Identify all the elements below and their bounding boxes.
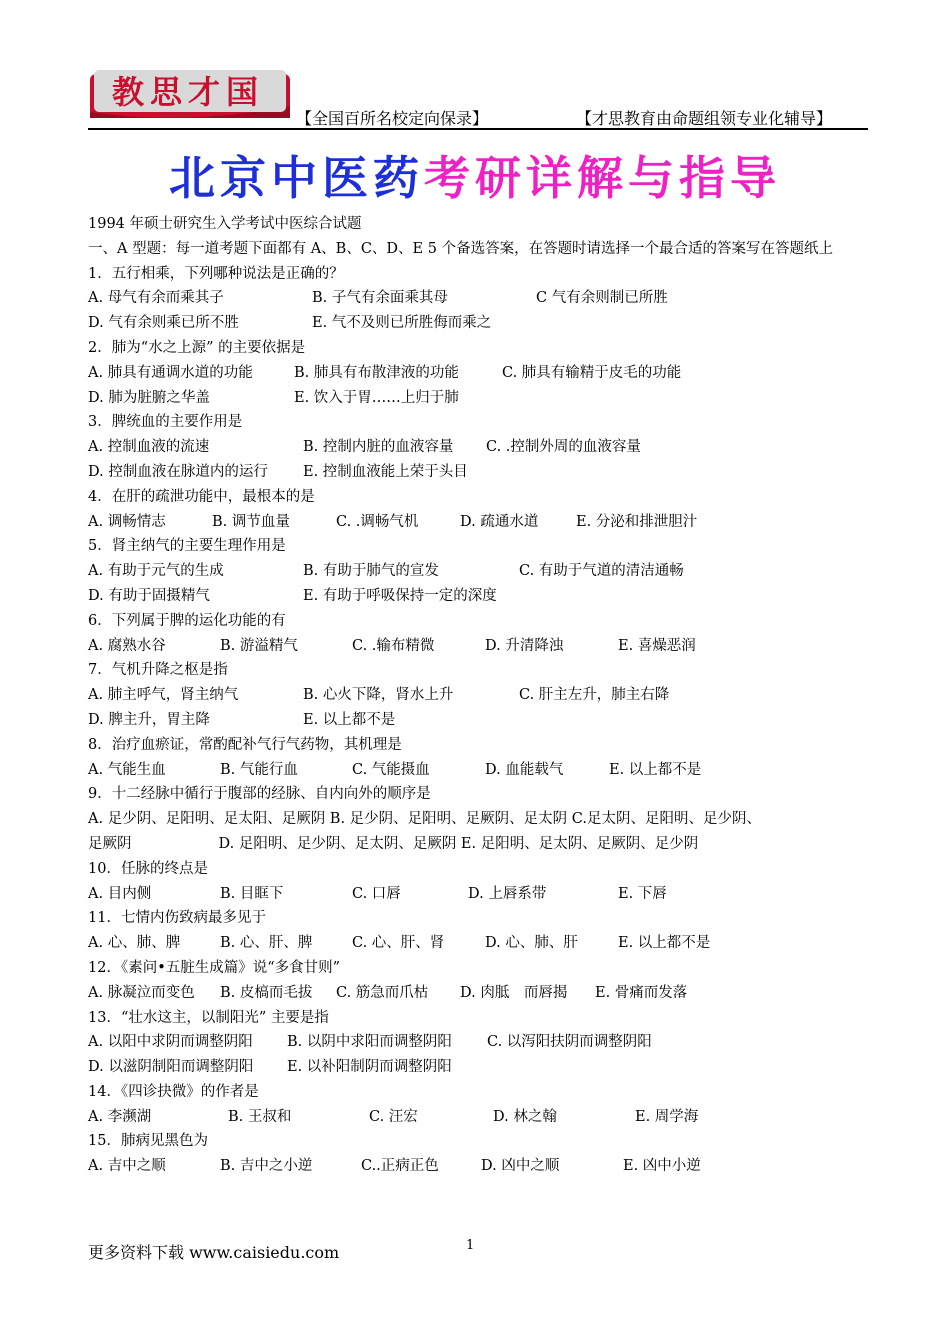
question-10: 10．任脉的终点是 (88, 860, 208, 877)
option: C. .调畅气机 (336, 513, 419, 530)
option: E. 以补阳制阴而调整阴阳 (287, 1059, 452, 1076)
question-10-options (88, 882, 868, 907)
option: B. 子气有余面乘其母 (312, 290, 448, 307)
option: A. 调畅情志 (88, 513, 166, 530)
question-13: 13．“壮水这主，以制阳光” 主要是指 (88, 1009, 329, 1026)
question-9: 9．十二经脉中循行于腹部的经脉、自内向外的顺序是 (88, 786, 431, 803)
download-link[interactable]: 更多资料下载 www.caisiedu.com (88, 1243, 340, 1262)
question-7-options (88, 708, 868, 733)
question-13-options (88, 1055, 868, 1080)
option: B. 皮槁而毛拔 (220, 984, 313, 1001)
option: C. 心、肝、肾 (352, 935, 445, 952)
option: B. 心火下降，肾水上升 (303, 687, 454, 704)
option: B. 目眶下 (220, 885, 284, 902)
option: C. 有助于气道的清洁通畅 (519, 563, 684, 580)
option: C. .控制外周的血液容量 (486, 439, 641, 456)
question-1-options (88, 286, 868, 311)
option: A. 脉凝泣而变色 (88, 984, 195, 1001)
option: C. 气能摄血 (352, 761, 430, 778)
question-5: 5．肾主纳气的主要生理作用是 (88, 538, 286, 555)
header-divider (88, 128, 868, 130)
option: E. 周学海 (635, 1108, 699, 1125)
option: B. 心、肝、脾 (220, 935, 313, 952)
title-part-blue: 北京中医药 (169, 151, 424, 205)
question-12: 12．《素问•五脏生成篇》说“多食甘则” (88, 959, 341, 976)
option: D. 凶中之顺 (481, 1158, 560, 1175)
question-7: 7．气机升降之枢是指 (88, 662, 228, 679)
question-6: 6．下列属于脾的运化功能的有 (88, 612, 286, 629)
option: A. 目内侧 (88, 885, 152, 902)
option: D. 以滋阴制阳而调整阴阳 (88, 1059, 254, 1076)
svg-text:教思才国: 教思才国 (111, 73, 265, 111)
option: D. 肺为脏腑之华盖 (88, 389, 210, 406)
logo (88, 66, 293, 122)
option: D. 肉胝 而唇揭 (460, 984, 568, 1001)
option: C. 筋急而爪枯 (336, 984, 429, 1001)
question-6-options (88, 634, 868, 659)
option: B. 调节血量 (212, 513, 290, 530)
question-9-options-line2: 足厥阴 D. 足阳明、足少阴、足太阴、足厥阴 E. 足阳明、足太阴、足厥阴、足少阴 (88, 835, 699, 852)
option: A. 气能生血 (88, 761, 166, 778)
option: C. 以泻阳扶阴而调整阴阳 (487, 1034, 652, 1051)
option: C. 口唇 (352, 885, 401, 902)
question-4-options (88, 510, 868, 535)
question-2-options (88, 361, 868, 386)
option: C. .输布精微 (352, 637, 435, 654)
option: D. 林之翰 (493, 1108, 557, 1125)
exam-content (88, 212, 868, 1179)
option: E. 饮入于胃……上归于肺 (294, 389, 459, 406)
question-4: 4．在肝的疏泄功能中，最根本的是 (88, 488, 315, 505)
question-15: 15．肺病见黑色为 (88, 1133, 208, 1150)
option: E. 控制血液能上荣于头目 (303, 463, 468, 480)
question-3-options (88, 435, 868, 460)
option: D. 有助于固摄精气 (88, 587, 210, 604)
option: D. 疏通水道 (460, 513, 539, 530)
question-3: 3．脾统血的主要作用是 (88, 414, 243, 431)
option: E. 以上都不是 (609, 761, 702, 778)
option: D. 心、肺、肝 (485, 935, 578, 952)
option: E. 有助于呼吸保持一定的深度 (303, 587, 497, 604)
question-1: 1．五行相乘，下列哪种说法是正确的？ (88, 265, 344, 282)
option: E. 凶中小逆 (623, 1158, 701, 1175)
question-2-options (88, 386, 868, 411)
option: B. 王叔和 (228, 1108, 292, 1125)
question-14: 14．《四诊抉微》的作者是 (88, 1083, 259, 1100)
question-13-options (88, 1030, 868, 1055)
option: B. 肺具有布散津液的功能 (294, 364, 459, 381)
question-2: 2．肺为“水之上源” 的主要依据是 (88, 339, 306, 356)
option: B. 控制内脏的血液容量 (303, 439, 454, 456)
question-5-options (88, 559, 868, 584)
question-9-options-line1: A. 足少阴、足阳明、足太阳、足厥阴 B. 足少阴、足阳明、足厥阴、足太阴 C.足太阴、足阳明、足少阴、 (88, 811, 761, 828)
option: D. 脾主升，胃主降 (88, 711, 210, 728)
slogan-right: 【才思教育由命题组领专业化辅导】 (576, 109, 833, 128)
question-7-options (88, 683, 868, 708)
question-15-options (88, 1154, 868, 1179)
option: A. 肺具有通调水道的功能 (88, 364, 253, 381)
question-3-options (88, 460, 868, 485)
option: B. 吉中之小逆 (220, 1158, 313, 1175)
question-5-options (88, 584, 868, 609)
option: E. 以上都不是 (303, 711, 396, 728)
exam-heading: 1994 年硕士研究生入学考试中医综合试题 (88, 216, 362, 232)
option: B. 游溢精气 (220, 637, 298, 654)
option: B. 以阴中求阳而调整阴阳 (287, 1034, 452, 1051)
page-title (0, 142, 950, 208)
option: A. 控制血液的流速 (88, 439, 210, 456)
exam-instruction: 一、A 型题：每一道考题下面都有 A、B、C、D、E 5 个备选答案，在答题时请选择一个最合适的答案写在答题纸上 (88, 240, 834, 257)
question-12-options (88, 981, 868, 1006)
option: D. 升清降浊 (485, 637, 564, 654)
option: C..正病正色 (361, 1158, 439, 1175)
option: A. 以阳中求阴而调整阴阳 (88, 1034, 253, 1051)
option: E. 喜燥恶润 (618, 637, 696, 654)
option: D. 控制血液在脉道内的运行 (88, 463, 268, 480)
page-header (88, 62, 868, 134)
option: C. 肺具有输精于皮毛的功能 (502, 364, 682, 381)
page-number: 1 (466, 1238, 475, 1253)
question-8-options (88, 758, 868, 783)
slogan-left: 【全国百所名校定向保录】 (296, 109, 489, 128)
option: E. 分泌和排泄胆汁 (576, 513, 698, 530)
question-14-options (88, 1105, 868, 1130)
option: D. 血能载气 (485, 761, 564, 778)
option: E. 下唇 (618, 885, 667, 902)
option: A. 心、肺、脾 (88, 935, 181, 952)
option: D. 上唇系带 (468, 885, 547, 902)
option: A. 腐熟水谷 (88, 637, 166, 654)
option: C. 汪宏 (369, 1108, 418, 1125)
option: A. 母气有余而乘其子 (88, 290, 224, 307)
option: B. 有助于肺气的宣发 (303, 563, 439, 580)
question-11-options (88, 931, 868, 956)
question-1-options (88, 311, 868, 336)
option: E. 骨痛而发落 (595, 984, 688, 1001)
option: C. 肝主左升，肺主右降 (519, 687, 670, 704)
option: A. 有助于元气的生成 (88, 563, 224, 580)
option: D. 气有余则乘已所不胜 (88, 315, 239, 332)
option: A. 肺主呼气，肾主纳气 (88, 687, 239, 704)
question-11: 11．七情内伤致病最多见于 (88, 910, 266, 927)
option: E. 气不及则已所胜侮而乘之 (312, 315, 492, 332)
title-part-magenta: 考研详解与指导 (424, 151, 781, 205)
option: E. 以上都不是 (618, 935, 711, 952)
option: C 气有余则制已所胜 (536, 290, 668, 307)
option: A. 李濒湖 (88, 1108, 152, 1125)
option: B. 气能行血 (220, 761, 298, 778)
question-8: 8．治疗血瘀证，常酌配补气行气药物，其机理是 (88, 736, 402, 753)
option: A. 吉中之顺 (88, 1158, 166, 1175)
